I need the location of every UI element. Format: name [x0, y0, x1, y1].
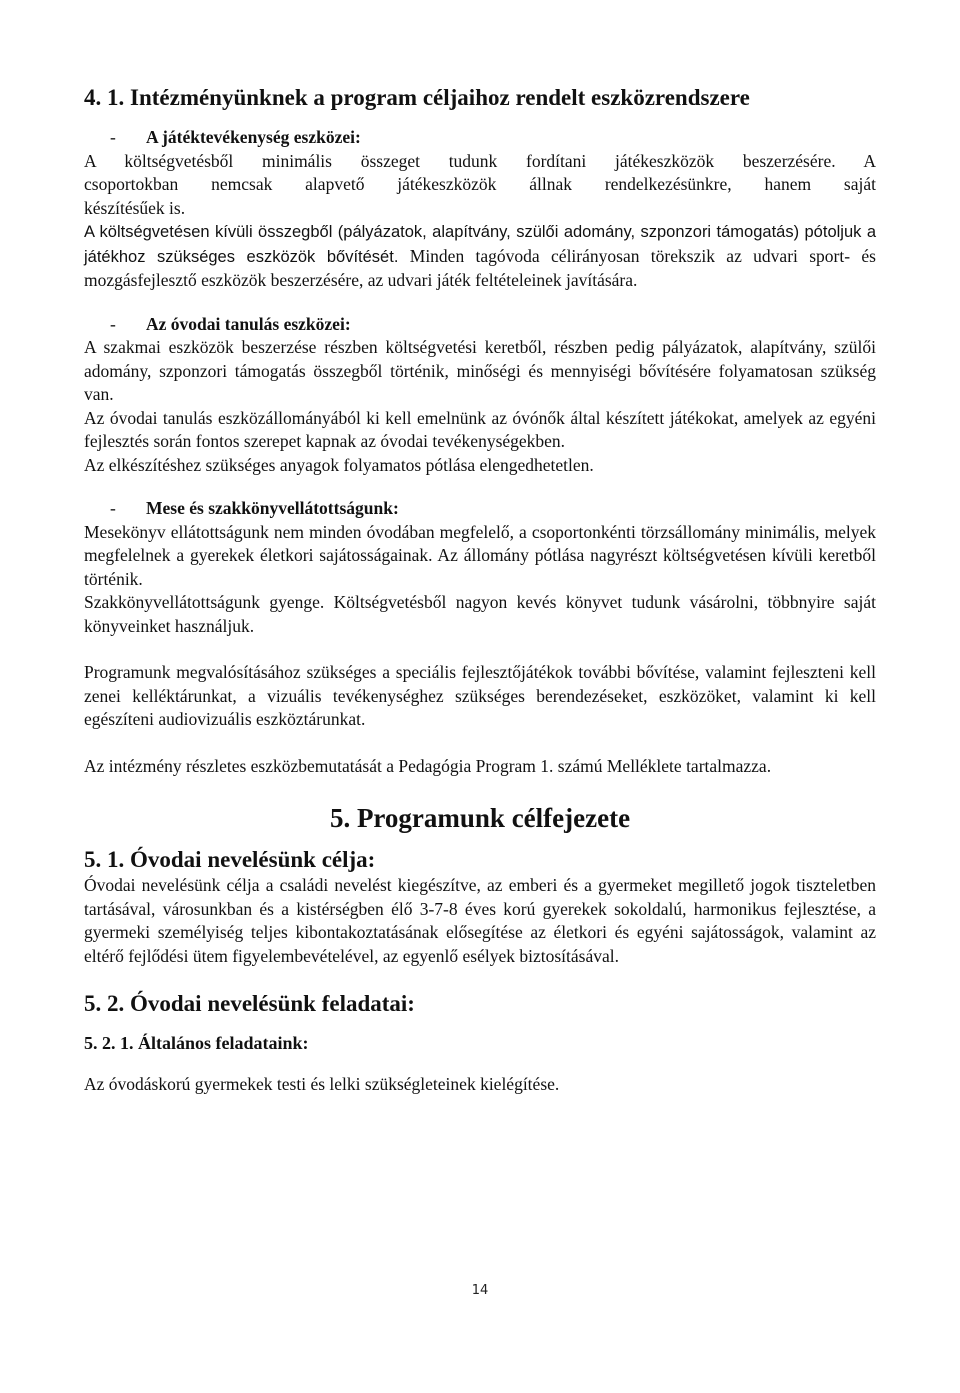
section-5-1-text: Óvodai nevelésünk célja a családi nevelést kiegészítve, az emberi és a gyermeket megillető jogok tiszteletben tartásával, városunkban és a kistérségben élő 3-7-8 éves korú gyerekek sokoldalú, harmonikus fejlesztése, a gyermeki személyiség teljes kibontakoztatásának elősegítése az életkori és egyéni sajátosságok, valamint az eltérő fejlődési ütem figyelembevételével, az egyenlő esélyek biztosításával. [84, 875, 876, 966]
program-paragraph: Programunk megvalósításához szükséges a speciális fejlesztőjátékok további bővítése, valamint fejleszteni kell zenei kelléktárunkat, a vizuális tevékenységhez szükséges berendezéseket, eszközöket, valamint ki kell egészíteni audiovizuális eszköztárunkat. [84, 662, 876, 729]
subheading-jatek-label: A játéktevékenység eszközei: [146, 127, 361, 147]
section-title-5-2: 5. 2. Óvodai nevelésünk feladatai: [84, 991, 415, 1016]
jatek-line-1: A költségvetésből minimális összeget tudunk fordítani játékeszközök beszerzésére. A [84, 150, 876, 171]
dash: - [110, 313, 116, 334]
mese-paragraph-1: Mesekönyv ellátottságunk nem minden óvodában megfelelő, a csoportonkénti törzsállomány minimális, melyek megfelelnek a gyerekek életkori sajátosságainak. Az állomány pótlása nagyrészt költségvetésen kívüli keretből történik. [84, 521, 876, 589]
section-title-4-1: 4. 1. Intézményünknek a program céljaihoz rendelt eszközrendszere [84, 85, 750, 110]
subheading-jatek [84, 126, 876, 150]
mese-paragraph-2: Szakkönyvellátottságunk gyenge. Költségvetésből nagyon kevés könyvet tudunk vásárolni, többnyire saját könyveinket használjuk. [84, 592, 876, 636]
jatek-p2-serif: Minden tagóvoda célirányosan törekszik az udvari sport- és mozgásfejlesztő eszközök beszerzésére, az udvari játék feltételeinek javítására. [84, 245, 876, 290]
chapter-5-title: 5. Programunk célfejezete [329, 803, 631, 833]
section-title-5-2-1: 5. 2. 1. Általános feladataink: [84, 1033, 309, 1053]
page-number: 14 [471, 1283, 489, 1298]
dash: - [110, 498, 116, 518]
melleklet-paragraph: Az intézmény részletes eszközbemutatását a Pedagógia Program 1. számú Melléklete tartalmazza. [84, 755, 772, 776]
subheading-mese [84, 497, 876, 521]
tanulas-paragraph-2: Az óvodai tanulás eszközállományából ki kell emelnünk az óvónők által készített játékokat, amelyek az egyéni fejlesztés során fontos szerepet kapnak az óvodai tevékenységekben. [84, 407, 876, 451]
jatek-line-3: készítésűek is. [84, 197, 186, 218]
tanulas-paragraph-1: A szakmai eszközök beszerzése részben költségvetési keretből, részben pedig pályázatok, alapítvány, szülői adomány, szponzori támogatás összegből történik, minőségi és mennyiségi bővítésére folyamatosan szükség van. [84, 337, 876, 404]
dash: - [110, 127, 116, 147]
section-title-5-1: 5. 1. Óvodai nevelésünk célja: [84, 847, 376, 872]
jatek-p2-sans: A költségvetésen kívüli összegből (pályázatok, alapítvány, szülői adomány, szponzori támogatás) pótoljuk a játékhoz szükséges eszközök bővítését. [84, 223, 876, 266]
document-page [84, 84, 876, 1097]
subheading-mese-label: Mese és szakkönyvellátottságunk: [146, 498, 399, 518]
subheading-tanulas [84, 313, 876, 337]
tanulas-paragraph-3: Az elkészítéshez szükséges anyagok folyamatos pótlása elengedhetetlen. [84, 454, 594, 475]
subheading-tanulas-label: Az óvodai tanulás eszközei: [146, 313, 351, 334]
jatek-line-2: csoportokban nemcsak alapvető játékeszközök állnak rendelkezésünkre, hanem saját [84, 174, 876, 194]
jatek-paragraph-2 [84, 220, 876, 293]
section-5-2-1-text: Az óvodáskorú gyermekek testi és lelki szükségleteinek kielégítése. [84, 1074, 560, 1094]
